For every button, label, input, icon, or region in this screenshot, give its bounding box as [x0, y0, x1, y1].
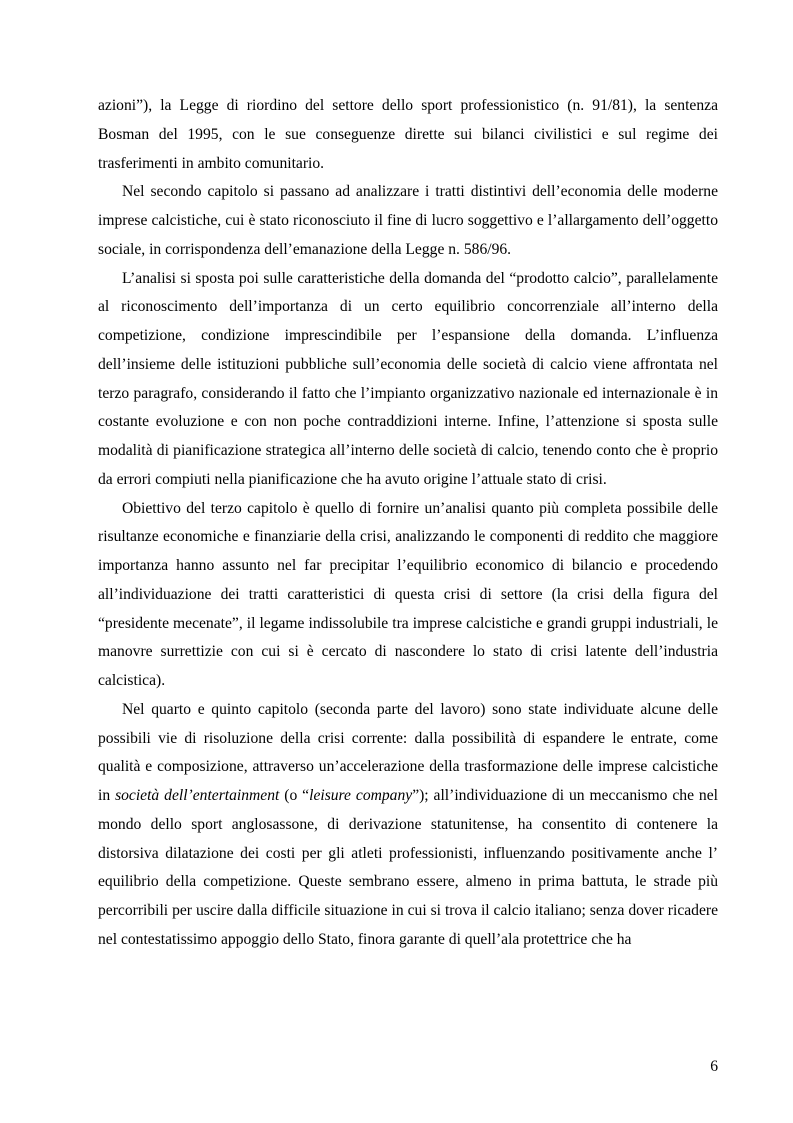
paragraph-5 — [98, 696, 718, 955]
paragraph-5-text-b: (o “ — [279, 787, 310, 804]
paragraph-5-text-c: ”); all’individuazione di un meccanismo che nel mondo dello sport anglosassone, di derivazione statunitense, ha consentito di contenere la distorsiva dilatazione dei costi per gli atleti professionisti, influenzando positivamente anche l’ equilibrio della competizione. Queste sembrano essere, almeno in prima battuta, le strade più percorribili per uscire dalla difficile situazione in cui si trova il calcio italiano; senza dover ricadere nel contestatissimo appoggio dello Stato, finora garante di quell’ala protettrice che ha — [98, 787, 718, 948]
paragraph-5-text-a: Nel quarto e quinto capitolo (seconda parte del lavoro) sono state individuate alcune delle possibili vie di risoluzione della crisi corrente: dalla possibilità di espandere le entrate, come qualità e composizione, attraverso un’accelerazione della trasformazione delle imprese calcistiche in — [98, 700, 718, 804]
paragraph-5-emphasis-2: leisure company — [309, 787, 413, 804]
document-body — [98, 92, 718, 955]
page-number: 6 — [710, 1058, 718, 1075]
paragraph-5-emphasis-1: società dell’entertainment — [115, 787, 280, 804]
paragraph-1: azioni”), la Legge di riordino del settore dello sport professionistico (n. 91/81), la sentenza Bosman del 1995, con le sue conseguenze dirette sui bilanci civilistici e sul regime dei trasferimenti in ambito comunitario. — [98, 97, 718, 172]
paragraph-2: Nel secondo capitolo si passano ad analizzare i tratti distintivi dell’economia delle moderne imprese calcistiche, cui è stato riconosciuto il fine di lucro soggettivo e l’allargamento dell’oggetto sociale, in corrispondenza dell’emanazione della Legge n. 586/96. — [98, 183, 718, 258]
paragraph-3: L’analisi si sposta poi sulle caratteristiche della domanda del “prodotto calcio”, parallelamente al riconoscimento dell’importanza di un certo equilibrio concorrenziale all’interno della competizione, condizione imprescindibile per l’espansione della domanda. L’influenza dell’insieme delle istituzioni pubbliche sull’economia delle società di calcio viene affrontata nel terzo paragrafo, considerando il fatto che l’impianto organizzativo nazionale ed internazionale è in costante evoluzione e con non poche contraddizioni interne. Infine, l’attenzione si sposta sulle modalità di pianificazione strategica all’interno delle società di calcio, tenendo conto che è proprio da errori compiuti nella pianificazione che ha avuto origine l’attuale stato di crisi. — [98, 269, 718, 488]
paragraph-4: Obiettivo del terzo capitolo è quello di fornire un’analisi quanto più completa possibile delle risultanze economiche e finanziarie della crisi, analizzando le componenti di reddito che maggiore importanza hanno assunto nel far precipitar l’equilibrio economico di bilancio e procedendo all’individuazione dei tratti caratteristici di questa crisi di settore (la crisi della figura del “presidente mecenate”, il legame indissolubile tra imprese calcistiche e grandi gruppi industriali, le manovre surrettizie con cui si è cercato di nascondere lo stato di crisi latente dell’industria calcistica). — [98, 499, 718, 689]
